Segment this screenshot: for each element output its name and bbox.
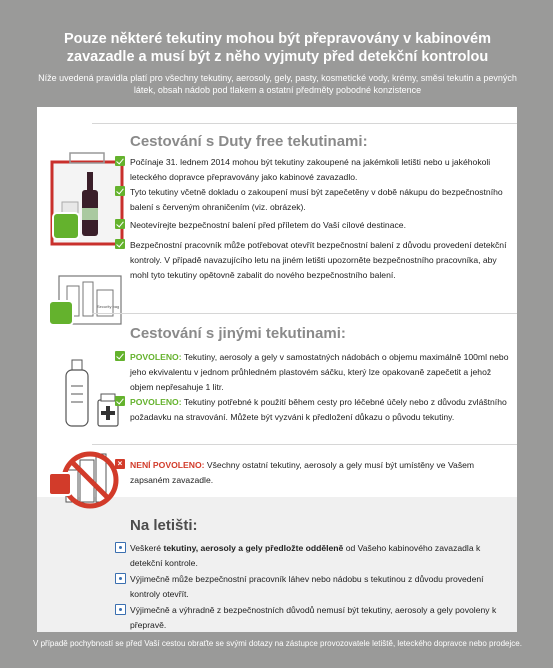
info-icon (115, 573, 126, 584)
divider (92, 123, 517, 124)
other-liquids-heading: Cestování s jinými tekutinami: (130, 325, 346, 342)
check-icon (115, 396, 125, 406)
info-icon (115, 604, 126, 615)
page-title: Pouze některé tekutiny mohou být přepravovány v kabinovém zavazadle a musí být z něho vyjmuty před detekční kontrolou (63, 31, 492, 65)
info-icon (115, 542, 126, 553)
other-allowed-item-1: POVOLENO: Tekutiny, aerosoly a gely v samostatných nádobách o objemu maximálně 100ml nebo jeho ekvivalentu v jednom průhledném plastovém sáčku, který lze opakovaně zapečetit a jehož objem nepřesahuje 1 litr. (130, 350, 515, 395)
check-icon (115, 156, 125, 166)
check-icon (115, 186, 125, 196)
footer-note: V případě pochybností se před Vaší cestou obraťte se svými dotazy na zástupce provozovatele letiště, leteckého dopravce nebo prodejce. (33, 639, 522, 648)
duty-free-item-3: Neotevírejte bezpečnostní balení před příletem do Vaší cílové destinace. (130, 218, 515, 233)
other-allowed-item-2: POVOLENO: Tekutiny potřebné k použití během cesty pro léčebné účely nebo z důvodu zvláštního požadavku na stravování. Můžete být vyzváni k předložení důkazu o původu tekutiny. (130, 395, 515, 425)
cross-badge-icon (48, 472, 72, 496)
airport-heading: Na letišti: (130, 517, 198, 534)
airport-item-2: Výjimečně může bezpečnostní pracovník láhev nebo nádobu s tekutinou z důvodu provedení kontroly otevřít. (130, 572, 515, 602)
duty-free-item-2: Tyto tekutiny včetně dokladu o zakoupení musí být zapečetěny v době nákupu do bezpečnostního balení s červeným ohraničením (viz. obrázek). (130, 185, 515, 215)
divider (92, 444, 517, 445)
duty-free-item-1: Počínaje 31. lednem 2014 mohou být tekutiny zakoupené na jakémkoli letišti nebo u jakéhokoli leteckého dopravce přepravovány jako kabinové zavazadlo. (130, 155, 515, 185)
cross-icon: × (115, 459, 125, 469)
duty-free-item-4: Bezpečnostní pracovník může potřebovat otevřít bezpečnostní balení z důvodu provedení detekční kontroly. V případě navazujícího letu na jiném letišti upozorněte bezpečnostního pracovníka, aby mohl tyto tekutiny opětovně zabalit do nového bezpečnostního balení. (130, 238, 515, 283)
divider (92, 313, 517, 314)
check-icon (115, 239, 125, 249)
bag-label: Security bag (97, 304, 120, 309)
page-subtitle: Níže uvedená pravidla platí pro všechny tekutiny, aerosoly, gely, pasty, kosmetické vody, krémy, směsi tekutin a pevných látek, obsah nádob pod tlakem a ostatní předměty pobodné konzistence (38, 73, 517, 95)
airport-item-3: Výjimečně a výhradně z bezpečnostních důvodů nemusí být tekutiny, aerosoly a gely povoleny k přepravě. (130, 603, 515, 633)
medicine-bottles-illustration (62, 352, 124, 432)
check-icon (115, 219, 125, 229)
duty-free-heading: Cestování s Duty free tekutinami: (130, 133, 368, 150)
check-badge-icon (52, 212, 80, 240)
other-forbidden-item: × NENÍ POVOLENO: Všechny ostatní tekutiny, aerosoly a gely musí být umístěny ve Vašem zapsaném zavazadle. (130, 458, 515, 488)
airport-item-1: Veškeré tekutiny, aerosoly a gely předložte odděleně od Vašeho kabinového zavazadla k detekční kontrole. (130, 541, 515, 571)
check-badge-icon (48, 300, 74, 326)
check-icon (115, 351, 125, 361)
